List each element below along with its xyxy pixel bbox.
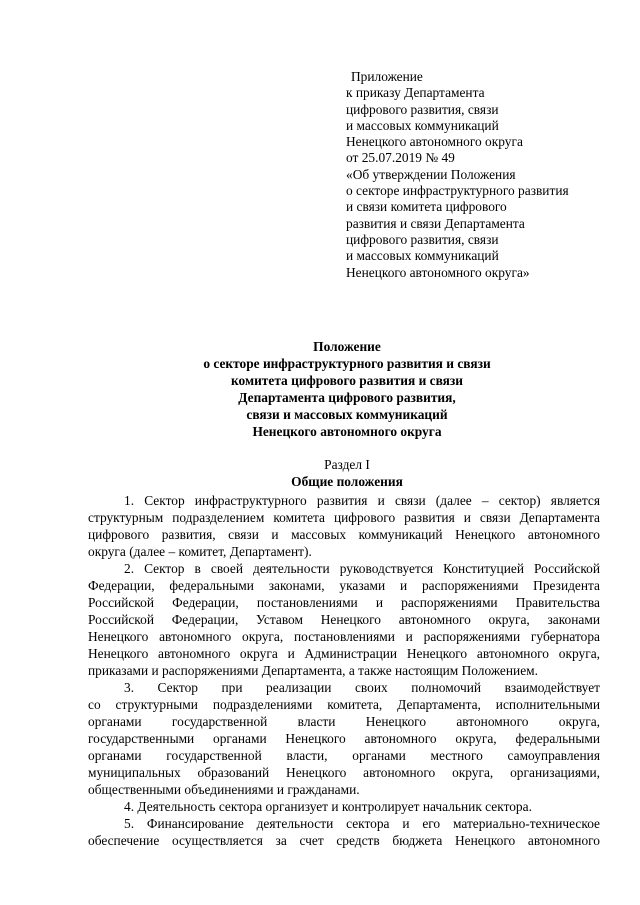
paragraph-line: цифрового развития, связи и массовых коммуникаций Ненецкого автономного [88,527,600,542]
paragraph-line: муниципальных образований Ненецкого автономного округа, организациями, [88,765,600,780]
paragraph-line: структурным подразделением комитета цифрового развития и связи Департамента [88,510,600,525]
appendix-line: и массовых коммуникаций [346,117,499,133]
paragraph-line: со структурными подразделениями комитета, Департамента, исполнительными [88,697,600,712]
appendix-block [346,69,606,281]
appendix-line: Приложение [351,69,423,84]
paragraph-line: 2. Сектор в своей деятельности руководствуется Конституцией Российской [124,561,600,576]
paragraph-line: Российской Федерации, Уставом Ненецкого автономного округа, законами [88,612,600,627]
paragraph-line: Ненецкого автономного округа и Администрации Ненецкого автономного округа, [88,646,600,661]
paragraph-line: Ненецкого автономного округа, постановлениями и распоряжениями губернатора [88,629,600,644]
document-body [88,492,600,849]
paragraph-line: 3. Сектор при реализации своих полномочий взаимодействует [124,680,600,695]
appendix-line: к приказу Департамента [346,85,485,101]
paragraph-line: 5. Финансирование деятельности сектора и его материально-техническое [124,816,600,831]
title-line: о секторе инфраструктурного развития и связи [203,356,491,371]
document-title [96,338,598,440]
appendix-line: о секторе инфраструктурного развития [346,183,569,199]
section-heading [96,456,598,490]
section-label: Раздел I [324,457,370,472]
appendix-line: Ненецкого автономного округа» [346,264,530,280]
paragraph-line: 4. Деятельность сектора организует и контролирует начальник сектора. [124,799,532,814]
title-line: Департамента цифрового развития, [238,390,456,405]
appendix-line: Ненецкого автономного округа [346,134,523,150]
paragraph-line: органами государственной власти Ненецкого автономного округа, [88,714,600,729]
appendix-line: цифрового развития, связи [346,101,499,117]
paragraph-line: Федерации, федеральными законами, указами и распоряжениями Президента [88,578,600,593]
title-line: Положение [313,339,381,354]
paragraph-line: округа (далее – комитет, Департамент). [88,544,312,559]
title-line: Ненецкого автономного округа [252,424,442,439]
paragraph-line: 1. Сектор инфраструктурного развития и связи (далее – сектор) является [124,493,600,508]
section-name: Общие положения [291,474,403,489]
paragraph-line: общественными объединениями и гражданами. [88,782,360,797]
appendix-line: и связи комитета цифрового [346,199,507,215]
paragraph-line: Российской Федерации, постановлениями и распоряжениями Правительства [88,595,600,610]
appendix-line: от 25.07.2019 № 49 [346,150,455,166]
appendix-line: и массовых коммуникаций [346,248,499,264]
paragraph-line: государственными органами Ненецкого автономного округа, федеральными [88,731,600,746]
paragraph-line: органами государственной власти, органами местного самоуправления [88,748,600,763]
appendix-line: развития и связи Департамента [346,215,525,231]
appendix-line: цифрового развития, связи [346,231,499,247]
paragraph-line: обеспечение осуществляется за счет средств бюджета Ненецкого автономного [88,833,600,848]
title-line: связи и массовых коммуникаций [246,407,448,422]
appendix-line: «Об утверждении Положения [346,166,516,182]
title-line: комитета цифрового развития и связи [230,373,463,388]
paragraph-line: приказами и распоряжениями Департамента, а также настоящим Положением. [88,663,538,678]
